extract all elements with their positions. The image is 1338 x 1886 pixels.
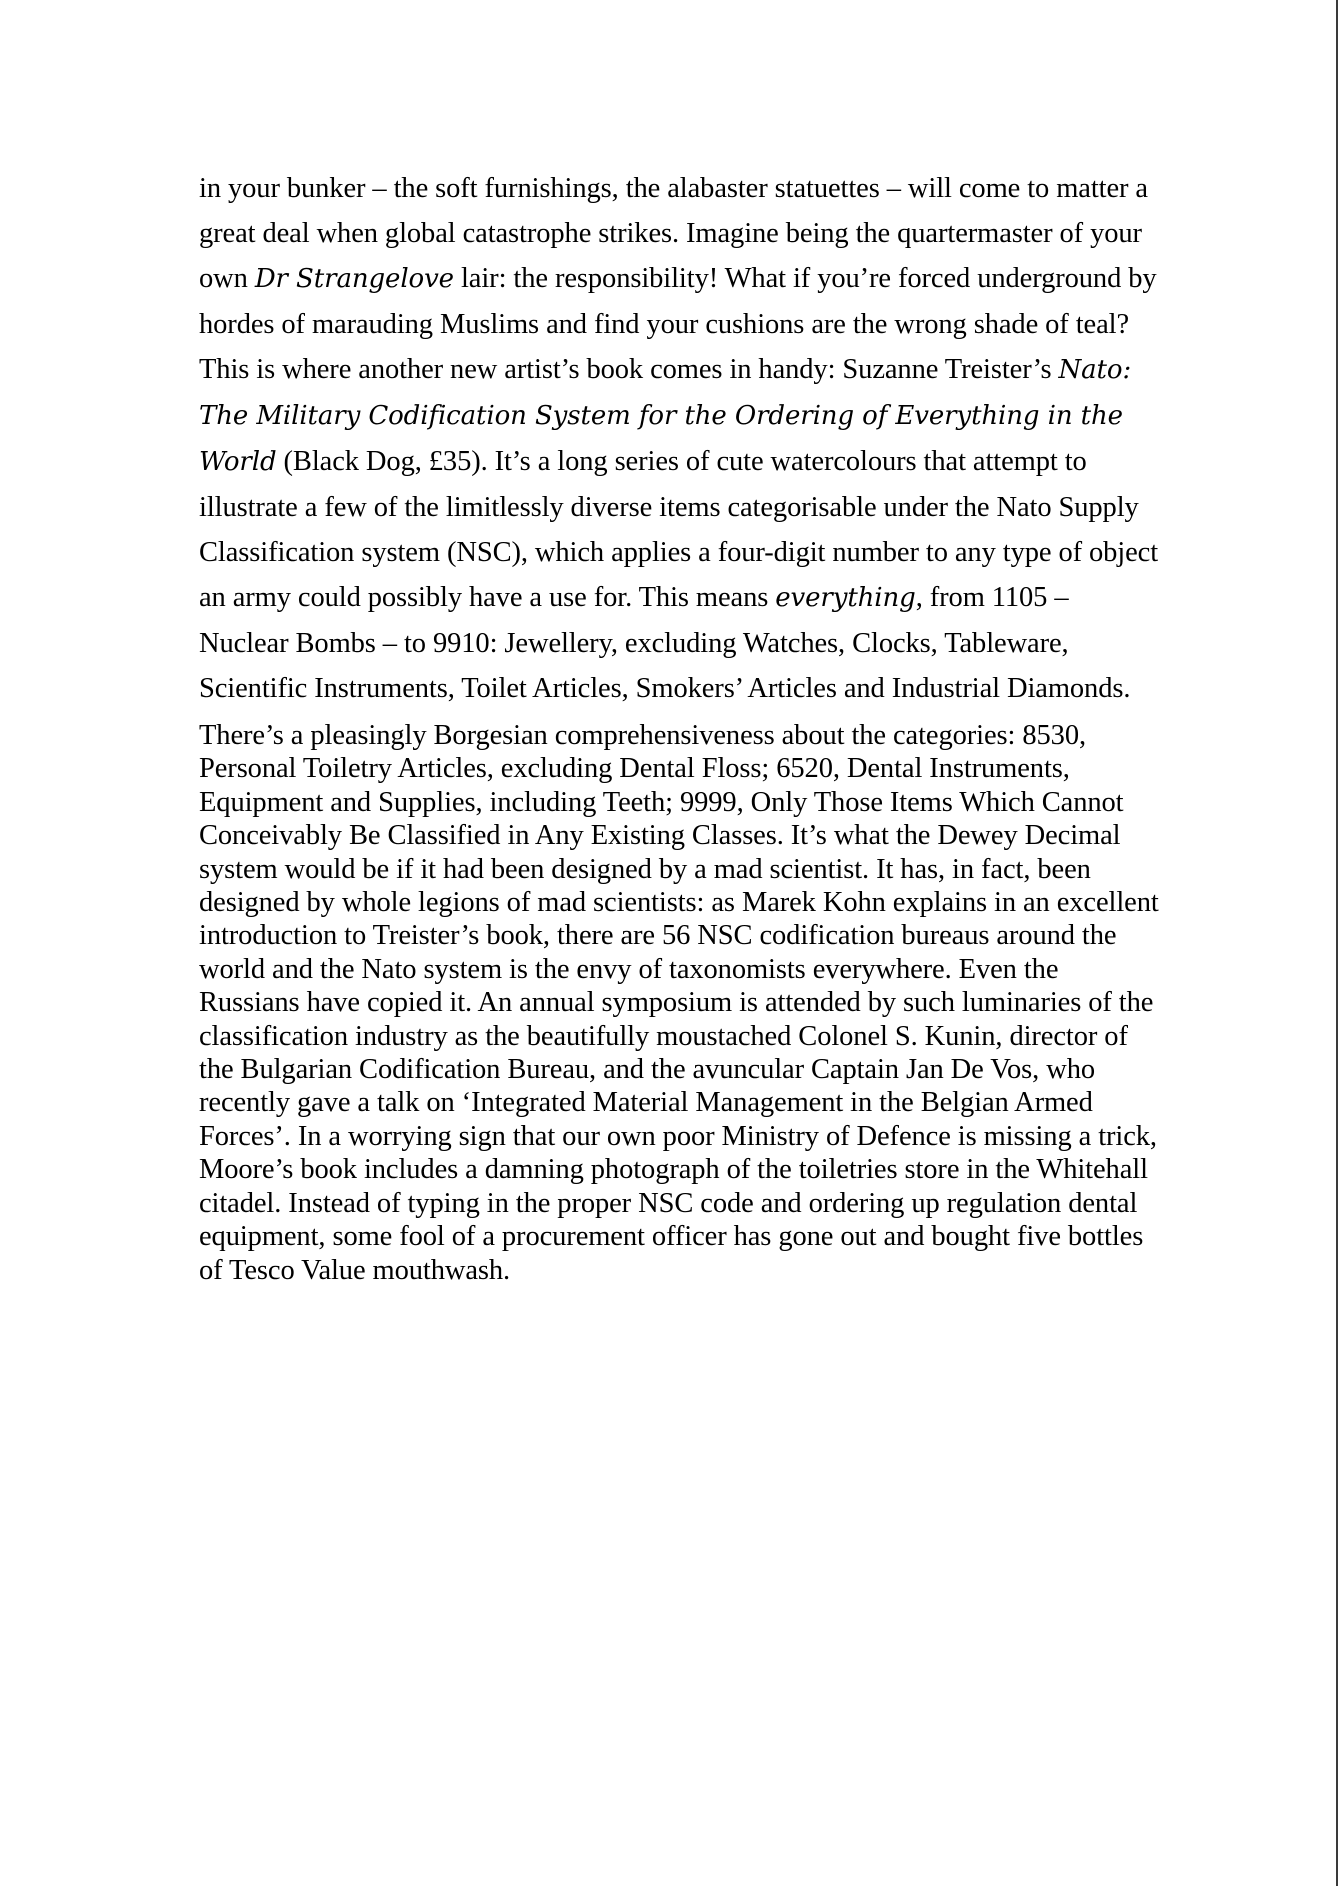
paragraph-1 bbox=[199, 166, 1159, 711]
italic-title-dr-strangelove: Dr Strangelove bbox=[254, 264, 454, 294]
italic-word-everything: everything bbox=[775, 583, 916, 613]
paragraph-1-text-3: (Black Dog, £35). It’s a long series of cute watercolours that attempt to illustrate a few of the limitlessly diverse items categorisable under the Nato Supply Classification system (NSC), which applies a four-digit number to any type of object an army could possibly have a use for. This means bbox=[199, 446, 1159, 613]
document-body bbox=[199, 166, 1159, 1287]
paragraph-1-text-2: lair: the responsibility! What if you’re forced underground by hordes of marauding Muslims and find your cushions are the wrong shade of teal? This is where another new artist’s book comes in handy: Suzanne Treister’s bbox=[199, 263, 1157, 385]
paragraph-1-text-4: , from 1105 – Nuclear Bombs – to 9910: Jewellery, excluding Watches, Clocks, Tableware, Scientific Instruments, Toilet Articles, Smokers’ Articles and Industrial Diamonds. bbox=[199, 582, 1131, 704]
paragraph-2: There’s a pleasingly Borgesian comprehensiveness about the categories: 8530, Personal Toiletry Articles, excluding Dental Floss; 6520, Dental Instruments, Equipment and Supplies, including Teeth; 9999, Only Those Items Which Cannot Conceivably Be Classified in Any Existing Classes. It’s what the Dewey Decimal system would be if it had been designed by a mad scientist. It has, in fact, been designed by whole legions of mad scientists: as Marek Kohn explains in an excellent introduction to Treister’s book, there are 56 NSC codification bureaus around the world and the Nato system is the envy of taxonomists everywhere. Even the Russians have copied it. An annual symposium is attended by such luminaries of the classification industry as the beautifully moustached Colonel S. Kunin, director of the Bulgarian Codification Bureau, and the avuncular Captain Jan De Vos, who recently gave a talk on ‘Integrated Material Management in the Belgian Armed Forces’. In a worrying sign that our own poor Ministry of Defence is missing a trick, Moore’s book includes a damning photograph of the toiletries store in the Whitehall citadel. Instead of typing in the proper NSC code and ordering up regulation dental equipment, some fool of a procurement officer has gone out and bought five bottles of Tesco Value mouthwash. bbox=[199, 720, 1159, 1286]
paragraph-1-text-1: in your bunker – the soft furnishings, the alabaster statuettes – will come to matter a great deal when global catastrophe strikes. Imagine being the quartermaster of your own bbox=[199, 173, 1148, 294]
italic-book-title-nato: Nato: The Military Codification System for the Ordering of Everything in the World bbox=[199, 355, 1132, 477]
